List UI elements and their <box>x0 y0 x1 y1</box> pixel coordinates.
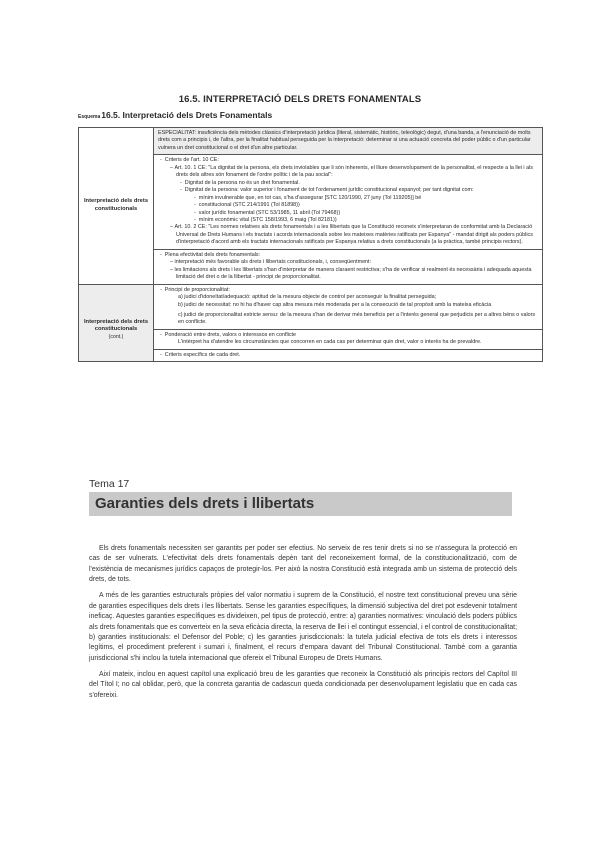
topic-title: Garanties dels drets i llibertats <box>95 495 315 512</box>
prop-b: b) judici de necessitat: no hi ha d'haver cap altra mesura més moderada per a la consecució de tal propòsit amb la mateixa eficàcia <box>178 301 492 308</box>
scheme-left-label-2-cont: (cont.) <box>108 334 124 341</box>
prop-c: c) judici de proporcionalitat estricte sensu: de la mesura s'han de derivar més beneficis per a l'interès general que perjudicis per a altres béns o valors en conflicte. <box>178 311 536 326</box>
scheme-specialty-cell <box>154 128 543 155</box>
dignity-2: - Dignitat de la persona: valor superior i fonament de tot l'ordenament jurídic constitucional espanyol; per tant dignitat com: <box>180 187 474 194</box>
scheme-full-effect-cell <box>154 249 543 284</box>
scheme-caption-prefix: Esquema <box>78 114 101 120</box>
scheme-left-label-1-text: Interpretació dels drets constitucionals <box>83 197 149 212</box>
body-paragraph: Els drets fonamentals necessiten ser garantits per poder ser efectius. No serveix de res tenir drets si no se n'assegura la protecció en cas de ser vulnerats. L'efectivitat dels drets fonamentals depèn tant del reconeixement formal, de la constitucionalització, com de l'existència de mecanismes jurídics capaços de protegir-los. Per això la nostra Constitució està integrada amb un sistema de protecció dels drets, de tots. <box>89 545 517 584</box>
proportionality-title: - Principi de proporcionalitat: <box>160 286 230 293</box>
scheme-proportionality-cell <box>154 284 543 329</box>
body-paragraph: Així mateix, inclou en aquest capítol una explicació breu de les garanties que reconeix la Constitució als principis rectors del Capítol III del Títol I; no cal oblidar, però, que la concreta garantia de cadascun queda condicionada per desenvolupament legislatiu que en cada cas s'ofereixi. <box>89 670 517 699</box>
scheme-weighting-cell <box>154 329 543 349</box>
scheme-row-specialty <box>79 128 543 155</box>
body-paragraph: A més de les garanties estructurals pròpies del valor normatiu i suprem de la Constitució, el nostre text constitucional preveu una sèrie de garanties específiques dels drets i les llibertats. Sense les garanties específiques, la dimensió subjectiva del dret pot esdevenir totalment ineficaç. Aquestes garanties específiques es divideixen, pel tipus de protecció, entre: a) garanties normatives: vinculació dels poders públics als drets fonamentals que es converteix en la seva eficàcia directa, la reserva de llei i el contingut essencial, i el control de constitucionalitat; b) garanties institucionals: el Defensor del Poble; c) les garanties jurisdiccionals: la tutela judicial efectiva de tots els drets i interessos legítims, el procediment preferent i sumari i, finalment, el recurs d'empara davant del Tribunal Constitucional. També com a garantia jurisdiccional s'hi inclou la tutela internacional que ofereix el Tribunal Europeu de Drets Humans. <box>89 592 517 662</box>
scheme-caption-title: 16.5. Interpretació dels Drets Fonamentals <box>101 110 273 120</box>
art-10-2: – Art. 10. 2 CE: "Les normes relatives als drets fonamentals i a les llibertats que la Constitució reconeix s'interpretaran de conformitat amb la Declaració Universal de Drets Humans i els tractats i acords internacionals sobre les mateixes matèries ratificats per Espanya" - mandat dirigit als poders públics d'interpretació d'acord amb els tractats internacionals ratificats per Espanya relatius a drets constitucionals (a la pràctica, també principis rectors). <box>170 224 533 246</box>
scheme-criteria-cell <box>154 155 543 249</box>
scheme-specific-cell <box>154 349 543 361</box>
criteria-title: - Criteris de l'art. 10 CE: <box>160 157 219 164</box>
weighting-title: - Ponderació entre drets, valors o interessos en conflicte <box>160 331 297 338</box>
scheme-left-label-1 <box>79 128 154 285</box>
scheme-caption <box>78 110 272 120</box>
full-effect-2: – les limitacions als drets i les llibertats s'han d'interpretar de manera claraent restrictiva; s'ha de verificar si realment és necessària i adequada aquesta limitació del dret o de la llibertat - principi de proporcionalitat. <box>170 266 532 281</box>
dignity-item: - constitucional (STC 214/1991 (Tol 81898)) <box>194 202 300 209</box>
dignity-item: - mínim invulnerable que, en tot cas, s'ha d'assegurar [STC 120/1990, 27 juny (Tol 119205)] bé <box>194 194 422 201</box>
scheme-table <box>78 127 543 362</box>
dignity-item: - valor jurídic fonamental (STC 53/1985, 11 abril (Tol 79468)) <box>194 209 341 216</box>
scheme-left-label-2 <box>79 284 154 362</box>
weighting-text: L'intèrpret ha d'atendre les circumstàncies que concorren en cada cas per determinar quin dret, valor o interès ha de prevaldre. <box>178 339 482 346</box>
prop-a: a) judici d'idoneïtat/adequació: aptitud de la mesura objecte de control per aconseguir la finalitat perseguida; <box>178 294 437 301</box>
scheme-row-proportionality <box>79 284 543 329</box>
art-10-1: – Art. 10. 1 CE: "La dignitat de la persona, els drets inviolables que li són inherents, el lliure desenvolupament de la personalitat, el respecte a la llei i als drets dels altres són fonament de l'ordre polític i de la pau social": <box>170 164 534 179</box>
specialty-text: ESPECIALITAT: insuficiència dels mètodes clàssics d'interpretació jurídica (literal, sistemàtic, històric, teleològic) degut, d'una banda, a l'enunciació de molts drets com a principis i, de l'altra, per la finalitat habitual perseguida per la interpretació: determinar si una actuació concreta del poder públic o d'un particular vulnera un dret constitucional o el dret d'un altre particular. <box>158 130 531 151</box>
full-effect-title: - Plena efectivitat dels drets fonamentals: <box>160 251 261 258</box>
topic-number: Tema 17 <box>89 478 130 490</box>
full-effect-1: – interpretació més favorable als drets i llibertats constitucionals, i, conseqüentment: <box>170 259 372 266</box>
body-text <box>89 544 517 707</box>
topic-banner <box>89 492 512 516</box>
specific-criteria: - Criteris específics de cada dret. <box>160 351 241 358</box>
dignity-item: - mínim econòmic vital (STC 158/1993, 6 maig (Tol 82181)) <box>194 216 337 223</box>
dignity-1: - Dignitat de la persona no és un dret fonamental. <box>180 179 300 186</box>
scheme-left-label-2-text: Interpretació dels drets constitucionals <box>83 318 149 333</box>
page-heading: 16.5. INTERPRETACIÓ DELS DRETS FONAMENTALS <box>178 94 422 105</box>
